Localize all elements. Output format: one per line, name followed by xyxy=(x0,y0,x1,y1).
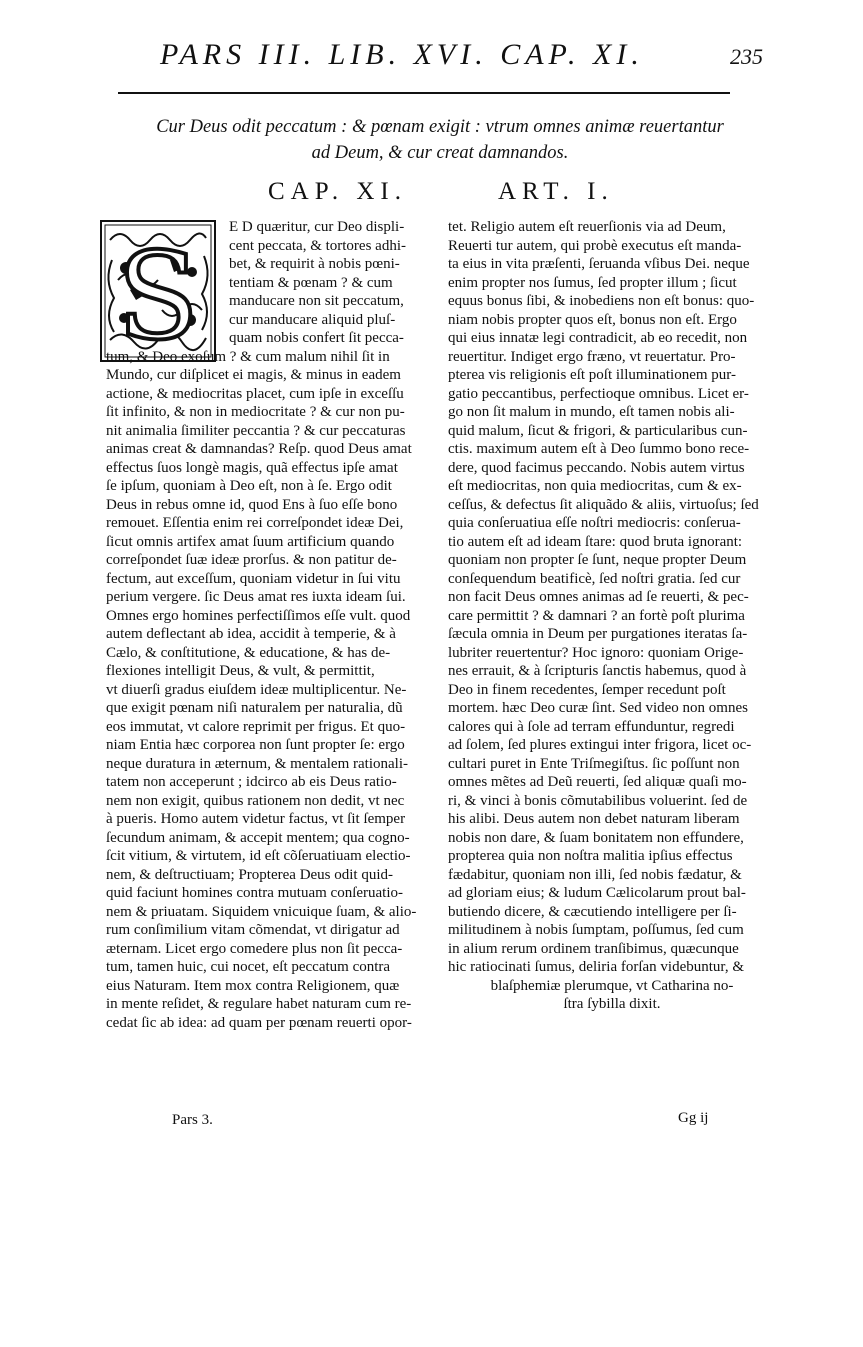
left-column xyxy=(106,218,442,1032)
right-column-line: quoniam non propter ſe ſunt, neque propter Deum xyxy=(448,552,747,568)
left-column-line: ſcit vitium, & virtutem, id eſt cõſeruatiuam electio- xyxy=(106,848,411,864)
right-column-line: tio autem eſt ad ideam ſtare: quod bruta ignorant: xyxy=(448,533,743,550)
chapter-summary-line-1: Cur Deus odit peccatum : & pœnam exigit : vtrum omnes animæ reuertantur xyxy=(156,117,724,137)
left-column-line: vt diuerſi gradus eiuſdem ideæ multiplicentur. Ne- xyxy=(106,681,407,698)
left-column-line: eos immutat, vt calore reprimit per frigus. Et quo- xyxy=(106,718,406,735)
left-column-line: nem, & deſtructiuam; Propterea Deus odit quid- xyxy=(106,866,394,883)
left-column-line: Deus in rebus omne id, quod Ens à ſuo eſſe bono xyxy=(106,496,398,513)
right-column-line: mortem. hæc Deo curæ ſint. Sed video non omnes xyxy=(448,700,748,716)
right-column-line: nes errauit, & à ſcripturis ſanctis habemus, quod à xyxy=(448,663,747,679)
right-column-line: ſtra ſybilla dixit. xyxy=(563,996,661,1012)
right-column-line: dere, quod facimus peccando. Nobis autem virtus xyxy=(448,459,745,476)
left-column-line: à pueris. Homo autem videtur factus, vt ſit ſemper xyxy=(106,811,406,827)
left-column-line: E D quæritur, cur Deo displi- xyxy=(229,219,405,235)
right-column-line: equus bonus ſibi, & inobediens non eſt bonus: quo- xyxy=(448,293,755,309)
left-column-line: ſecundum animam, & accepit mentem; qua cogno- xyxy=(106,829,410,846)
right-column-line: reuertitur. Indiget ergo fræno, vt reuertatur. Pro- xyxy=(448,348,736,365)
left-column-line: tum, & Deo exoſum ? & cum malum nihil ſit in xyxy=(106,348,390,365)
left-column-line: ſe ipſum, quoniam à Deo eſt, non à ſe. Ergo odit xyxy=(106,478,392,494)
chapter-heading xyxy=(0,178,863,212)
left-column-line: autem deflectant ab idea, accidit à temperie, & à xyxy=(106,626,396,642)
right-column-line: ad ſolem, ſed plures extingui inter frigora, licet oc- xyxy=(448,737,752,753)
left-column-line: æternam. Licet ergo comedere plus non ſit pecca- xyxy=(106,940,403,957)
right-column-line: quid malum, ſicut & frigori, & particularibus cun- xyxy=(448,422,748,439)
left-column-line: tum, tamen huic, cui nocet, eſt peccatum contra xyxy=(106,959,391,975)
left-column-line: animas creat & damnandas? Reſp. quod Deus amat xyxy=(106,441,412,457)
left-column-line: ſit infinito, & non in mediocritate ? & cur non pu- xyxy=(106,404,405,420)
right-column-line: ceſſus, & defectus ſit aliquãdo & aliis, virtuoſus; ſed xyxy=(448,496,759,513)
dropcap-letter: S xyxy=(116,228,200,362)
right-column-line: Reuerti tur autem, qui probè executus eſt manda- xyxy=(448,237,742,254)
right-column-line: eſt mediocritas, non quia mediocritas, cum & ex- xyxy=(448,478,742,494)
left-column-line: nem & priuatam. Siquidem vnicuique ſuam, & alio- xyxy=(106,903,417,920)
left-column-line: bet, & requirit à nobis pœni- xyxy=(229,256,400,272)
left-column-line: nem non exigit, quibus rationem non dedit, vt nec xyxy=(106,792,405,809)
left-column-line: niam Entia hæc corporea non ſunt propter ſe: ergo xyxy=(106,737,405,753)
right-column-line: cultari puret in Ente Triſmegiſtus. ſic poſſunt non xyxy=(448,755,740,772)
right-column-line: ctis. maximum autem eſt à Deo ſummo bono rece- xyxy=(448,441,750,457)
right-column-line: hic ratiocinati ſumus, deliria forſan videbuntur, & xyxy=(448,959,744,975)
right-column-line: propterea quia non noſtra malitia ipſius effectus xyxy=(448,848,733,864)
left-column-line: manducare non sit peccatum, xyxy=(229,293,404,309)
left-column-line: eius Naturam. Item mox contra Religionem, quæ xyxy=(106,977,400,994)
left-column-line: cent peccata, & tortores adhi- xyxy=(229,237,406,254)
running-head-title: PARS III. LIB. XVI. CAP. XI. xyxy=(160,38,644,71)
right-column-line: enim propter nos ſumus, ſed propter illum ; ſicut xyxy=(448,274,737,291)
article-number: ART. I. xyxy=(498,178,614,205)
left-column-line: quid faciunt homines contra mutuam conſeruatio- xyxy=(106,885,403,901)
left-column-line: in mente reſidet, & regulare habet naturam cum re- xyxy=(106,996,412,1012)
right-column xyxy=(448,218,776,1014)
right-column-line: butiendo dicere, & cæcutiendo intelligere per ſi- xyxy=(448,903,737,920)
catchword: Gg ij xyxy=(678,1110,709,1126)
left-column-line: ſicut omnis artifex amat ſuum artificium quando xyxy=(106,533,395,550)
right-column-line: pterea vis religionis eſt poſt illuminationem pur- xyxy=(448,367,736,383)
chapter-number: CAP. XI. xyxy=(268,178,407,205)
right-column-line: quia conſeruatiua eſſe noſtri mediocris: conſerua- xyxy=(448,515,741,531)
left-column-line: tatem non acceperunt ; idcirco ab eis Deus ratio- xyxy=(106,774,397,790)
right-column-line: his alibi. Deus autem non debet naturam liberam xyxy=(448,811,740,827)
right-column-line: care permittit ? & damnari ? an fortè poſt plurima xyxy=(448,607,745,624)
right-column-line: Deo in finem recedentes, ſemper recedunt poſt xyxy=(448,681,726,698)
right-column-line: lubriter reuertentur? Hoc ignoro: quoniam Orige- xyxy=(448,644,744,661)
left-column-line: nit animalia ſimiliter peccantia ? & cur peccaturas xyxy=(106,422,406,439)
right-column-line: blaſphemiæ plerumque, vt Catharina no- xyxy=(490,977,734,994)
right-column-line: fædabitur, quoniam non illi, ſed nobis fædatur, & xyxy=(448,866,742,883)
right-column-line: in alium rerum ordinem tranſibimus, quæcunque xyxy=(448,940,739,957)
left-column-line: rum conſimilium vitam cõmendat, vt dirigatur ad xyxy=(106,922,400,938)
left-column-line: actione, & mediocritas placet, cum ipſe in exceſſu xyxy=(106,385,404,402)
left-column-line: fectum, aut exceſſum, quoniam videtur in ſui vitu xyxy=(106,570,401,587)
left-column-line: remouet. Eſſentia enim rei correſpondet ideæ Dei, xyxy=(106,515,404,531)
right-column-line: gatio peccantibus, perfectioque omnibus. Licet er- xyxy=(448,385,749,402)
right-column-line: ri, & vinci à bonis cõmutabilibus voluerint. ſed de xyxy=(448,792,748,809)
left-column-line: Omnes ergo homines perfectiſſimos eſſe vult. quod xyxy=(106,607,411,624)
left-column-line: flexiones intelligit Deus, & vult, & permittit, xyxy=(106,663,375,679)
right-column-line: omnes mẽtes ad Deũ reuerti, ſed aliquæ quaſi mo- xyxy=(448,774,747,790)
right-column-line: non facit Deus omnes animas ad ſe reuerti, & pec- xyxy=(448,589,749,605)
left-column-line: que exigit pœnam niſi naturalem per naturalia, dũ xyxy=(106,700,403,716)
right-column-line: militudinem à nobis ſumptam, poſſumus, ſed cum xyxy=(448,922,744,938)
chapter-summary xyxy=(130,114,750,166)
left-column-line: correſpondet ſuæ ideæ prorſus. & non patitur de- xyxy=(106,552,397,568)
left-column-line: tentiam & pœnam ? & cum xyxy=(229,274,393,291)
right-column-line: tet. Religio autem eſt reuerſionis via ad Deum, xyxy=(448,219,726,235)
right-column-line: ad gloriam eius; & ludum Cælicolarum prout bal- xyxy=(448,885,746,901)
left-column-line: cedat ſic ab idea: ad quam per pœnam reuerti opor- xyxy=(106,1014,412,1031)
left-column-line: cur manducare aliquid pluſ- xyxy=(229,311,396,328)
right-column-line: ta eius in vita præſenti, ſeruanda vſibus Dei. neque xyxy=(448,256,750,272)
left-column-line: neque duratura in æternum, & mentalem rationali- xyxy=(106,755,408,772)
right-column-line: nobis non dare, & ſuam bonitatem non effundere, xyxy=(448,829,744,846)
left-column-line: quam nobis confert ſit pecca- xyxy=(229,330,404,346)
left-column-line: perium vergere. ſic Deus amat res iuxta ideam ſui. xyxy=(106,589,406,605)
signature-mark: Pars 3. xyxy=(172,1112,213,1128)
right-column-line: qui eius innatæ legi contradicit, ab eo recedit, non xyxy=(448,330,748,346)
running-head xyxy=(0,38,863,78)
left-column-line: Mundo, cur diſplicet ei magis, & minus in eadem xyxy=(106,367,401,383)
right-column-line: calores qui à ſole ad terram effunduntur, regredi xyxy=(448,718,735,735)
page-number: 235 xyxy=(730,44,763,69)
right-column-line: conſequendum beatificè, ſed noſtri gratia. ſed cur xyxy=(448,570,741,587)
left-column-line: effectus ſuos longè magis, quã effectus ipſe amat xyxy=(106,459,398,476)
right-column-line: ſæcula omnia in Deum per purgationes iteratas ſa- xyxy=(448,626,748,642)
chapter-summary-line-2: ad Deum, & cur creat damnandos. xyxy=(311,143,569,163)
right-column-line: go non ſit malum in mundo, eſt tamen nobis ali- xyxy=(448,404,735,420)
left-column-line: Cælo, & conſtitutione, & educatione, & has de- xyxy=(106,644,391,661)
right-column-line: niam nobis propter quos eſt, bonus non eſt. Ergo xyxy=(448,311,737,328)
header-rule xyxy=(118,92,730,94)
